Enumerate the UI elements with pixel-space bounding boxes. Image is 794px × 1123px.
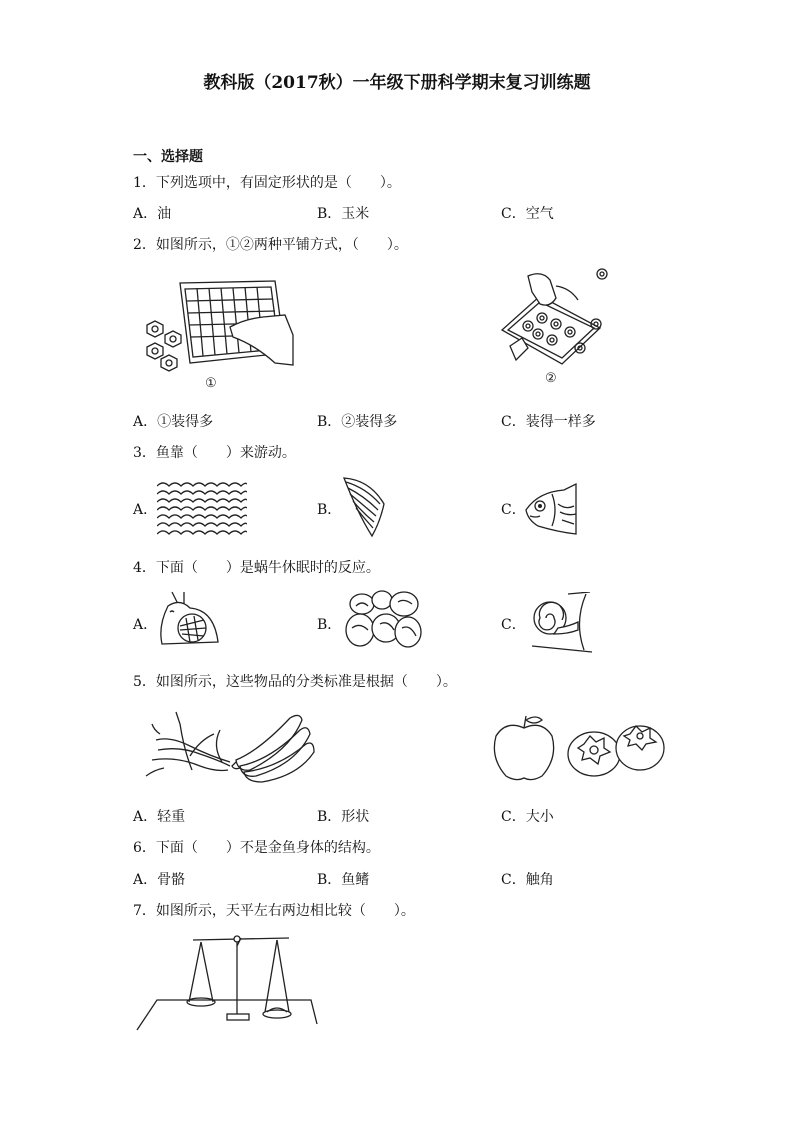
q1-option-a[interactable]: A．油 <box>133 206 172 222</box>
q1-option-c[interactable]: C．空气 <box>501 206 554 222</box>
q2-option-c[interactable]: C．装得一样多 <box>501 414 596 430</box>
fish-head-icon <box>524 480 580 538</box>
q6-option-b[interactable]: B．鱼鳍 <box>317 872 370 888</box>
q5-option-a[interactable]: A．轻重 <box>133 809 186 825</box>
snail-shell-icon <box>524 592 594 654</box>
q6-option-a[interactable]: A．骨骼 <box>133 872 186 888</box>
snails-group-icon <box>342 588 424 654</box>
figure-label-2: ② <box>545 371 557 386</box>
question-3-stem: 3．鱼靠（ ）来游动。 <box>133 445 296 461</box>
nuts-tray-arranged-icon <box>135 275 295 395</box>
question-1-stem: 1．下列选项中，有固定形状的是（ ）。 <box>133 175 401 191</box>
q1-option-b[interactable]: B．玉米 <box>317 206 370 222</box>
question-6-stem: 6．下面（ ）不是金鱼身体的结构。 <box>133 840 380 856</box>
question-5-stem: 5．如图所示，这些物品的分类标准是根据（ ）。 <box>133 674 457 690</box>
q4-option-a[interactable]: A． <box>133 617 158 633</box>
snail-crawling-icon <box>154 590 224 650</box>
page-title: 教科版（2017秋）一年级下册科学期末复习训练题 <box>203 73 591 93</box>
q4-option-c[interactable]: C． <box>501 617 526 633</box>
question-2-stem: 2．如图所示，①②两种平铺方式，（ ）。 <box>133 237 408 253</box>
fish-scales-icon <box>157 478 247 538</box>
section-heading: 一、选择题 <box>133 149 203 165</box>
nuts-tray-scattered-icon <box>490 268 620 388</box>
q2-option-b[interactable]: B．②装得多 <box>317 414 398 430</box>
q4-option-b[interactable]: B． <box>317 617 342 633</box>
q5-option-b[interactable]: B．形状 <box>317 809 370 825</box>
q2-option-a[interactable]: A．①装得多 <box>133 414 214 430</box>
question-7-stem: 7．如图所示，天平左右两边相比较（ ）。 <box>133 903 415 919</box>
q6-option-c[interactable]: C．触角 <box>501 872 554 888</box>
figure-label-1: ① <box>205 376 217 391</box>
fish-fin-icon <box>340 474 390 540</box>
peppers-bananas-icon <box>140 710 320 785</box>
question-4-stem: 4．下面（ ）是蜗牛休眠时的反应。 <box>133 560 380 576</box>
q3-option-a[interactable]: A． <box>133 502 158 518</box>
q3-option-c[interactable]: C． <box>501 502 526 518</box>
apple-persimmons-icon <box>492 714 667 784</box>
q5-option-c[interactable]: C．大小 <box>501 809 554 825</box>
q3-option-b[interactable]: B． <box>317 502 342 518</box>
balance-scale-icon <box>133 928 328 1036</box>
